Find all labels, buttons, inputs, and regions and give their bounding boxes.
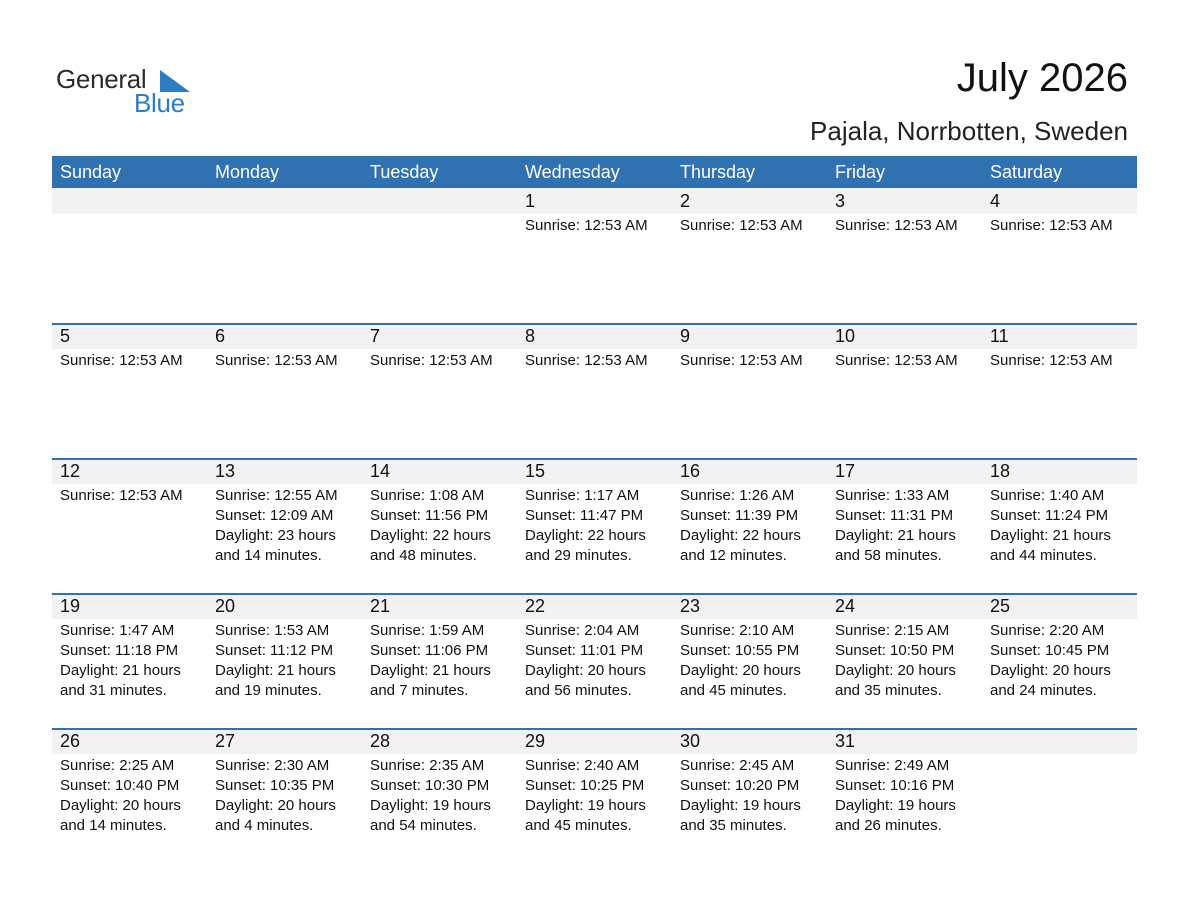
day-cell xyxy=(672,593,827,728)
sun-info xyxy=(835,621,956,701)
day-number: 11 xyxy=(990,326,1009,346)
sun-info-line: Sunrise: 12:53 AM xyxy=(835,352,958,369)
sun-info xyxy=(525,216,648,236)
sun-info-line: and 58 minutes. xyxy=(835,547,942,564)
sun-info-line: Daylight: 22 hours xyxy=(680,527,801,544)
sun-info xyxy=(990,621,1111,701)
day-number: 19 xyxy=(60,596,81,616)
sun-info-line: Sunrise: 1:47 AM xyxy=(60,622,175,639)
logo-text-general: General xyxy=(56,64,147,94)
sun-info-line: Sunrise: 1:53 AM xyxy=(215,622,330,639)
day-number: 3 xyxy=(835,191,846,211)
sun-info xyxy=(680,486,801,566)
sun-info xyxy=(525,756,646,836)
sun-info-line: Sunrise: 12:53 AM xyxy=(680,352,803,369)
sun-info xyxy=(215,756,336,836)
weekday-friday: Friday xyxy=(835,162,886,182)
day-cell xyxy=(517,728,672,863)
day-cell xyxy=(362,593,517,728)
sun-info-line: and 44 minutes. xyxy=(990,547,1097,564)
sun-info-line: Sunrise: 12:53 AM xyxy=(525,217,648,234)
sun-info-line: Sunset: 10:55 PM xyxy=(680,642,800,659)
sun-info xyxy=(60,621,181,701)
sun-info-line: Sunset: 11:56 PM xyxy=(370,507,489,524)
weekday-saturday: Saturday xyxy=(990,162,1063,182)
week-row xyxy=(52,593,1137,728)
sun-info-line: Sunrise: 2:25 AM xyxy=(60,757,175,774)
day-cell xyxy=(207,593,362,728)
sun-info-line: Sunrise: 12:53 AM xyxy=(680,217,803,234)
sun-info-line: Sunset: 11:01 PM xyxy=(525,642,644,659)
day-number: 28 xyxy=(370,731,391,751)
day-cell xyxy=(672,458,827,593)
sun-info-line: and 54 minutes. xyxy=(370,817,477,834)
day-cell xyxy=(827,593,982,728)
week-row xyxy=(52,728,1137,863)
weekday-sunday: Sunday xyxy=(60,162,122,182)
day-number: 25 xyxy=(990,596,1011,616)
sun-info-line: Sunrise: 2:15 AM xyxy=(835,622,950,639)
sun-info-line: Sunset: 11:47 PM xyxy=(525,507,644,524)
sun-info xyxy=(680,621,801,701)
sun-info-line: Sunrise: 12:53 AM xyxy=(990,217,1113,234)
sun-info xyxy=(215,486,338,566)
day-cell xyxy=(52,458,207,593)
sun-info xyxy=(525,621,646,701)
day-number: 24 xyxy=(835,596,856,616)
sun-info-line: and 7 minutes. xyxy=(370,682,469,699)
day-cell xyxy=(982,593,1137,728)
sun-info-line: Sunset: 11:12 PM xyxy=(215,642,334,659)
sun-info-line: Sunrise: 1:26 AM xyxy=(680,487,795,504)
sun-info-line: Sunrise: 2:49 AM xyxy=(835,757,950,774)
day-number: 2 xyxy=(680,191,691,211)
day-cell xyxy=(827,323,982,458)
day-cell xyxy=(207,323,362,458)
sun-info-line: Sunrise: 12:53 AM xyxy=(370,352,493,369)
day-cell xyxy=(52,323,207,458)
day-cell xyxy=(827,188,982,323)
day-cell xyxy=(207,728,362,863)
day-cell xyxy=(362,323,517,458)
sun-info-line: and 12 minutes. xyxy=(680,547,787,564)
day-number: 27 xyxy=(215,731,236,751)
sun-info xyxy=(990,216,1113,236)
day-cell xyxy=(827,458,982,593)
sun-info-line: Sunrise: 2:35 AM xyxy=(370,757,485,774)
day-number: 30 xyxy=(680,731,701,751)
sun-info-line: Daylight: 21 hours xyxy=(215,662,336,679)
day-cell xyxy=(517,593,672,728)
empty-day-cell xyxy=(52,188,207,323)
sun-info-line: Daylight: 21 hours xyxy=(370,662,491,679)
sun-info xyxy=(60,486,183,506)
logo-text-blue: Blue xyxy=(134,88,185,118)
weekday-header xyxy=(52,156,1137,188)
sun-info-line: and 45 minutes. xyxy=(525,817,632,834)
sun-info-line: and 35 minutes. xyxy=(835,682,942,699)
sun-info-line: Daylight: 19 hours xyxy=(835,797,956,814)
sun-info-line: Sunrise: 2:40 AM xyxy=(525,757,640,774)
sun-info xyxy=(680,351,803,371)
sun-info xyxy=(60,756,181,836)
sun-info-line: Daylight: 20 hours xyxy=(990,662,1111,679)
sun-info xyxy=(835,351,958,371)
day-cell xyxy=(52,728,207,863)
sun-info-line: Daylight: 21 hours xyxy=(835,527,956,544)
day-number: 29 xyxy=(525,731,546,751)
sun-info xyxy=(525,351,648,371)
day-number: 9 xyxy=(680,326,691,346)
sun-info-line: Sunrise: 1:59 AM xyxy=(370,622,485,639)
sun-info xyxy=(835,216,958,236)
sun-info xyxy=(835,756,956,836)
day-cell xyxy=(207,458,362,593)
sun-info-line: Daylight: 20 hours xyxy=(215,797,336,814)
day-number: 20 xyxy=(215,596,236,616)
sun-info-line: Daylight: 19 hours xyxy=(525,797,646,814)
sun-info-line: Sunset: 10:50 PM xyxy=(835,642,955,659)
sun-info-line: Daylight: 22 hours xyxy=(525,527,646,544)
sun-info-line: and 35 minutes. xyxy=(680,817,787,834)
sun-info-line: Sunrise: 12:53 AM xyxy=(525,352,648,369)
day-cell xyxy=(672,323,827,458)
sun-info-line: Sunset: 11:39 PM xyxy=(680,507,799,524)
day-cell xyxy=(362,458,517,593)
week-row xyxy=(52,323,1137,458)
sun-info-line: Sunrise: 12:53 AM xyxy=(60,352,183,369)
sun-info-line: and 4 minutes. xyxy=(215,817,314,834)
day-number: 12 xyxy=(60,461,81,481)
sun-info-line: Daylight: 23 hours xyxy=(215,527,336,544)
sun-info-line: Sunset: 11:18 PM xyxy=(60,642,179,659)
sun-info-line: Sunrise: 2:30 AM xyxy=(215,757,330,774)
sun-info-line: Sunset: 12:09 AM xyxy=(215,507,334,524)
day-number: 17 xyxy=(835,461,856,481)
sun-info-line: Daylight: 19 hours xyxy=(370,797,491,814)
sun-info-line: Daylight: 19 hours xyxy=(680,797,801,814)
weekday-tuesday: Tuesday xyxy=(370,162,439,182)
sun-info xyxy=(215,351,338,371)
sun-info-line: Sunset: 11:06 PM xyxy=(370,642,489,659)
sun-info xyxy=(60,351,183,371)
sun-info-line: Sunrise: 1:33 AM xyxy=(835,487,950,504)
day-number: 26 xyxy=(60,731,81,751)
empty-day-cell xyxy=(207,188,362,323)
brand-logo xyxy=(56,64,206,124)
sun-info-line: Daylight: 20 hours xyxy=(680,662,801,679)
weekday-monday: Monday xyxy=(215,162,280,182)
sun-info-line: Sunrise: 12:53 AM xyxy=(215,352,338,369)
day-number: 4 xyxy=(990,191,1001,211)
day-number: 10 xyxy=(835,326,856,346)
sun-info-line: Daylight: 22 hours xyxy=(370,527,491,544)
day-number: 15 xyxy=(525,461,546,481)
day-cell xyxy=(517,323,672,458)
sun-info-line: Sunrise: 1:40 AM xyxy=(990,487,1105,504)
sun-info-line: Daylight: 20 hours xyxy=(60,797,181,814)
day-number: 23 xyxy=(680,596,701,616)
day-number: 21 xyxy=(370,596,391,616)
day-cell xyxy=(982,323,1137,458)
sun-info-line: Sunrise: 2:04 AM xyxy=(525,622,640,639)
sun-info-line: Sunrise: 12:55 AM xyxy=(215,487,338,504)
location-subtitle: Pajala, Norrbotten, Sweden xyxy=(810,116,1128,146)
sun-info-line: and 29 minutes. xyxy=(525,547,632,564)
weekday-wednesday: Wednesday xyxy=(525,162,620,182)
day-cell xyxy=(517,188,672,323)
sun-info-line: Sunrise: 2:20 AM xyxy=(990,622,1105,639)
sun-info-line: Sunset: 10:30 PM xyxy=(370,777,490,794)
sun-info xyxy=(990,486,1111,566)
sun-info-line: Sunset: 10:35 PM xyxy=(215,777,335,794)
day-number: 22 xyxy=(525,596,546,616)
day-cell xyxy=(362,728,517,863)
day-number: 16 xyxy=(680,461,701,481)
sun-info-line: and 45 minutes. xyxy=(680,682,787,699)
sun-info-line: Sunset: 10:16 PM xyxy=(835,777,955,794)
sun-info-line: and 26 minutes. xyxy=(835,817,942,834)
sun-info-line: Sunset: 11:31 PM xyxy=(835,507,954,524)
sun-info xyxy=(215,621,336,701)
day-cell xyxy=(982,458,1137,593)
weekday-thursday: Thursday xyxy=(680,162,756,182)
sun-info-line: Daylight: 20 hours xyxy=(525,662,646,679)
sun-info xyxy=(990,351,1113,371)
week-row xyxy=(52,188,1137,323)
sun-info-line: Daylight: 21 hours xyxy=(990,527,1111,544)
day-cell xyxy=(672,188,827,323)
day-cell xyxy=(52,593,207,728)
sun-info-line: and 24 minutes. xyxy=(990,682,1097,699)
sun-info-line: Sunset: 10:20 PM xyxy=(680,777,800,794)
day-number: 18 xyxy=(990,461,1011,481)
day-number: 6 xyxy=(215,326,226,346)
sun-info xyxy=(680,216,803,236)
sun-info xyxy=(525,486,646,566)
sun-info-line: and 19 minutes. xyxy=(215,682,322,699)
day-number: 1 xyxy=(525,191,536,211)
day-cell xyxy=(672,728,827,863)
day-cell xyxy=(982,188,1137,323)
week-row xyxy=(52,458,1137,593)
sun-info-line: and 31 minutes. xyxy=(60,682,167,699)
sun-info-line: and 48 minutes. xyxy=(370,547,477,564)
page-title: July 2026 xyxy=(956,56,1128,100)
day-cell xyxy=(517,458,672,593)
sun-info xyxy=(370,756,491,836)
sun-info xyxy=(835,486,956,566)
sun-info-line: and 56 minutes. xyxy=(525,682,632,699)
sun-info xyxy=(370,351,493,371)
empty-day-cell xyxy=(982,728,1137,863)
sun-info-line: Sunset: 11:24 PM xyxy=(990,507,1109,524)
sun-info xyxy=(680,756,801,836)
sun-info-line: and 14 minutes. xyxy=(60,817,167,834)
sun-info-line: Sunset: 10:40 PM xyxy=(60,777,180,794)
sun-info-line: Sunrise: 1:08 AM xyxy=(370,487,485,504)
sun-info-line: Sunrise: 2:10 AM xyxy=(680,622,795,639)
empty-day-cell xyxy=(362,188,517,323)
sun-info-line: and 14 minutes. xyxy=(215,547,322,564)
sun-info-line: Sunrise: 12:53 AM xyxy=(835,217,958,234)
sun-info-line: Daylight: 21 hours xyxy=(60,662,181,679)
day-cell xyxy=(827,728,982,863)
sun-info-line: Sunrise: 1:17 AM xyxy=(525,487,640,504)
sun-info-line: Sunset: 10:25 PM xyxy=(525,777,645,794)
day-number: 7 xyxy=(370,326,381,346)
sun-info-line: Sunrise: 2:45 AM xyxy=(680,757,795,774)
sun-info-line: Sunrise: 12:53 AM xyxy=(990,352,1113,369)
day-number: 8 xyxy=(525,326,536,346)
sun-info-line: Daylight: 20 hours xyxy=(835,662,956,679)
day-number: 13 xyxy=(215,461,236,481)
sun-info xyxy=(370,621,491,701)
day-number: 31 xyxy=(835,731,856,751)
sun-info-line: Sunset: 10:45 PM xyxy=(990,642,1110,659)
sun-info xyxy=(370,486,491,566)
sun-info-line: Sunrise: 12:53 AM xyxy=(60,487,183,504)
day-number: 14 xyxy=(370,461,391,481)
day-number: 5 xyxy=(60,326,71,346)
